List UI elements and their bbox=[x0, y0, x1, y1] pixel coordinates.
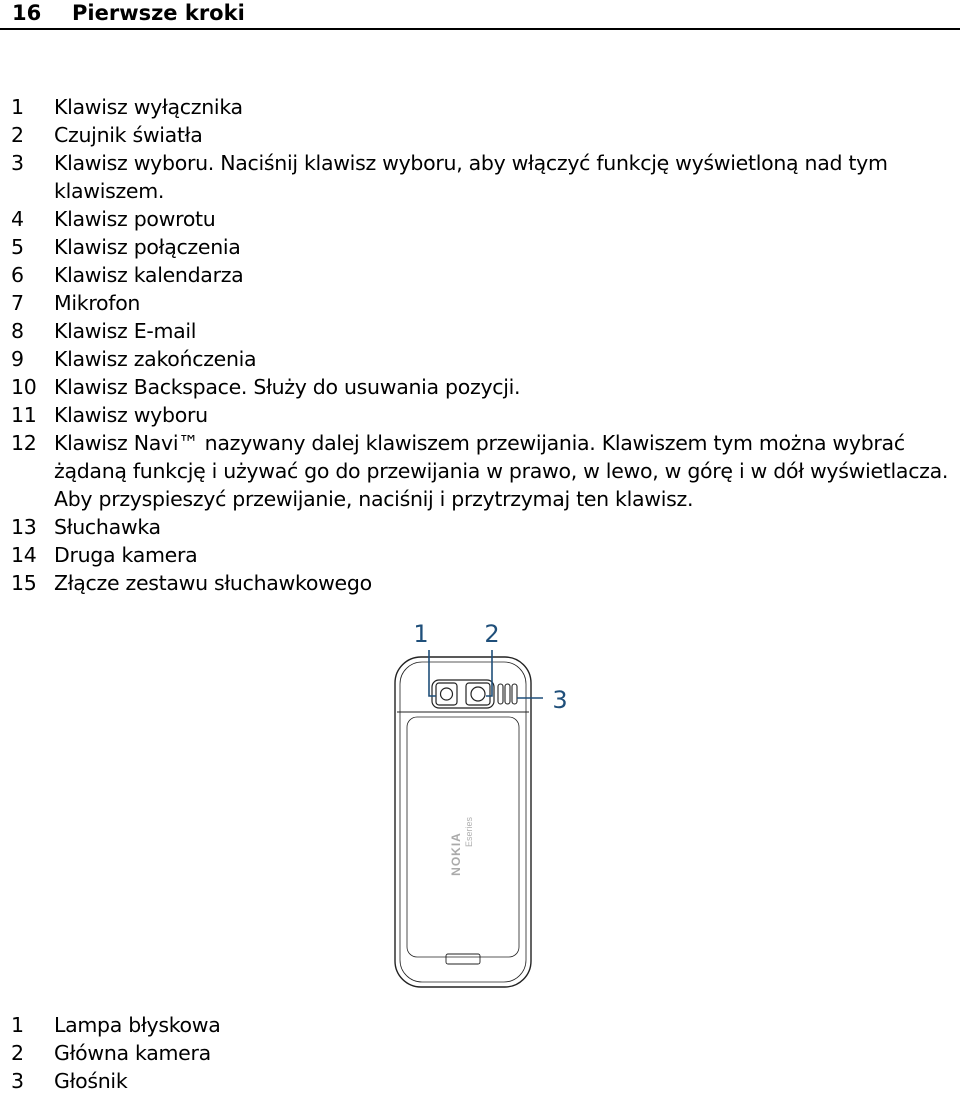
chapter-title: Pierwsze kroki bbox=[72, 1, 245, 25]
item-number: 12 bbox=[11, 431, 37, 455]
list-item bbox=[0, 1011, 960, 1039]
list-item bbox=[0, 513, 960, 541]
speaker-grille bbox=[498, 684, 517, 704]
item-text: Klawisz powrotu bbox=[54, 207, 216, 231]
list-item bbox=[0, 317, 960, 345]
list-item bbox=[0, 93, 960, 121]
item-text: Złącze zestawu słuchawkowego bbox=[54, 571, 372, 595]
item-text: Klawisz połączenia bbox=[54, 235, 241, 259]
item-text: Klawisz zakończenia bbox=[54, 347, 257, 371]
list-item bbox=[0, 205, 960, 233]
item-text: Klawisz kalendarza bbox=[54, 263, 244, 287]
item-text: Druga kamera bbox=[54, 543, 198, 567]
list-item bbox=[0, 149, 960, 205]
item-text: Czujnik światła bbox=[54, 123, 203, 147]
item-number: 8 bbox=[11, 319, 24, 343]
item-number: 1 bbox=[11, 95, 24, 119]
item-number: 6 bbox=[11, 263, 24, 287]
list-item bbox=[0, 1039, 960, 1067]
item-number: 14 bbox=[11, 543, 37, 567]
item-number: 13 bbox=[11, 515, 37, 539]
list-item bbox=[0, 373, 960, 401]
nokia-logo: NOKIA bbox=[449, 832, 463, 876]
item-text: Klawisz Navi™ nazywany dalej klawiszem przewijania. Klawiszem tym można wybrać żądaną funkcję i używać go do przewijania w prawo, w lewo, w górę i w dół wyświetlacza. Aby przyspieszyć przewijanie, naciśnij i przytrzymaj ten klawisz. bbox=[54, 431, 949, 511]
back-features-list bbox=[0, 1011, 960, 1095]
item-number: 9 bbox=[11, 347, 24, 371]
item-number: 7 bbox=[11, 291, 24, 315]
item-number: 3 bbox=[11, 1069, 24, 1093]
item-number: 11 bbox=[11, 403, 37, 427]
item-text: Słuchawka bbox=[54, 515, 161, 539]
item-number: 5 bbox=[11, 235, 24, 259]
list-item bbox=[0, 401, 960, 429]
list-item bbox=[0, 233, 960, 261]
item-number: 4 bbox=[11, 207, 24, 231]
item-text: Mikrofon bbox=[54, 291, 141, 315]
camera-module bbox=[432, 680, 494, 708]
item-text: Klawisz wyboru. Naciśnij klawisz wyboru, aby włączyć funkcję wyświetloną nad tym klawiszem. bbox=[54, 151, 888, 203]
list-item bbox=[0, 429, 960, 513]
item-number: 2 bbox=[11, 1041, 24, 1065]
page-header bbox=[0, 0, 960, 30]
header-rule bbox=[0, 28, 960, 30]
list-item bbox=[0, 1067, 960, 1095]
list-item bbox=[0, 541, 960, 569]
item-text: Klawisz wyłącznika bbox=[54, 95, 243, 119]
callout-2: 2 bbox=[484, 620, 500, 648]
item-text: Lampa błyskowa bbox=[54, 1013, 221, 1037]
item-text: Klawisz E-mail bbox=[54, 319, 197, 343]
item-number: 3 bbox=[11, 151, 24, 175]
page-number: 16 bbox=[12, 1, 42, 25]
front-features-list bbox=[0, 93, 960, 597]
list-item bbox=[0, 569, 960, 597]
item-number: 10 bbox=[11, 375, 37, 399]
item-text: Głośnik bbox=[54, 1069, 128, 1093]
list-item bbox=[0, 289, 960, 317]
phone-back-diagram bbox=[380, 612, 580, 992]
item-number: 1 bbox=[11, 1013, 24, 1037]
item-number: 15 bbox=[11, 571, 37, 595]
list-item bbox=[0, 345, 960, 373]
list-item bbox=[0, 261, 960, 289]
callout-1: 1 bbox=[413, 620, 429, 648]
item-text: Klawisz Backspace. Służy do usuwania pozycji. bbox=[54, 375, 521, 399]
item-number: 2 bbox=[11, 123, 24, 147]
eseries-label: Eseries bbox=[464, 816, 474, 848]
list-item bbox=[0, 121, 960, 149]
item-text: Klawisz wyboru bbox=[54, 403, 208, 427]
phone-outline bbox=[395, 657, 531, 987]
item-text: Główna kamera bbox=[54, 1041, 211, 1065]
callout-3: 3 bbox=[552, 686, 568, 714]
